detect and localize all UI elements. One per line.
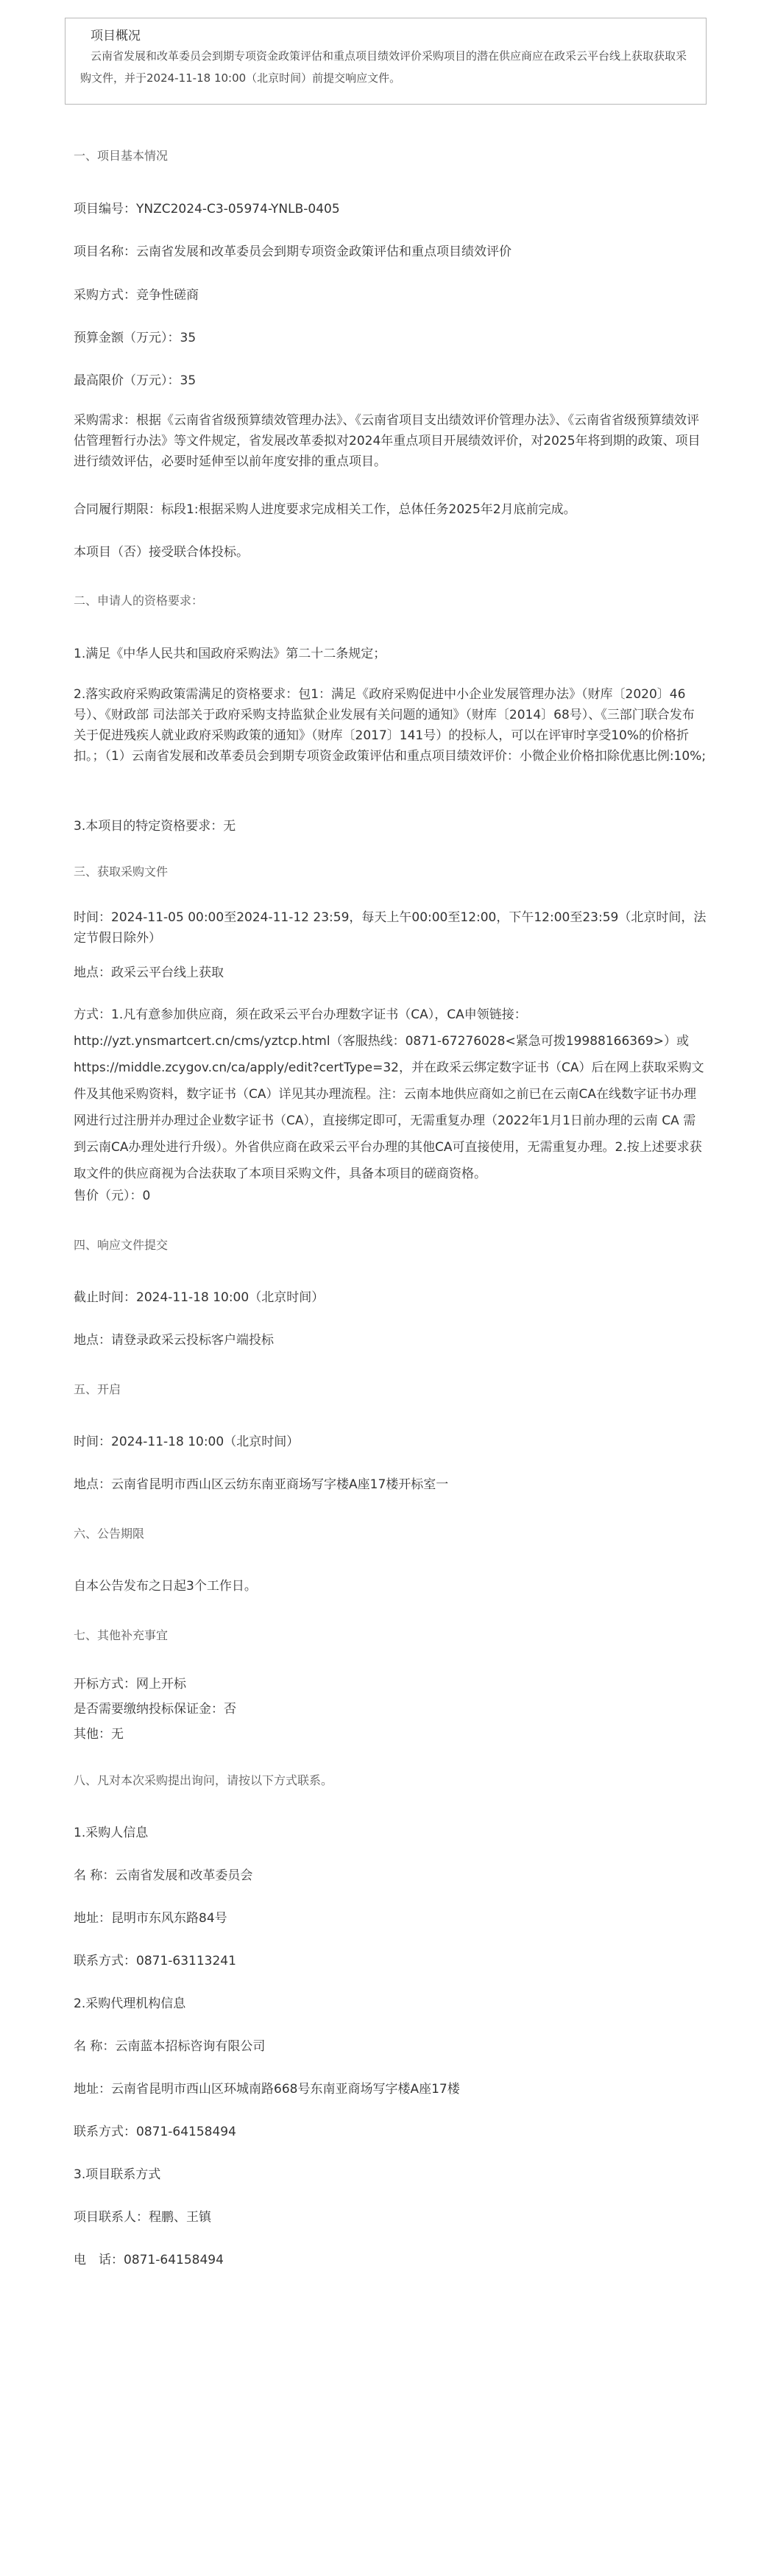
project-name: 项目名称：云南省发展和改革委员会到期专项资金政策评估和重点项目绩效评价 (74, 244, 512, 259)
bid-bond-required: 是否需要缴纳投标保证金：否 (74, 1702, 236, 1717)
section-6-title: 六、公告期限 (74, 1527, 145, 1541)
section-4-title: 四、响应文件提交 (74, 1238, 169, 1252)
buyer-address: 地址：昆明市东风东路84号 (74, 1911, 227, 1926)
consortium-note: 本项目（否）接受联合体投标。 (74, 545, 249, 560)
submission-place: 地点：请登录政采云投标客户端投标 (74, 1333, 274, 1348)
qualification-item-2: 2.落实政府采购政策需满足的资格要求：包1：满足《政府采购促进中小企业发展管理办法》（财库〔2020〕46号）、《财政部 司法部关于政府采购支持监狱企业发展有关问题的通知》（财库〔2014〕68号）、《三部门联合发布关于促进残疾人就业政府采购政策的通知》（财库〔2017〕141号）的投标人，可以在评审时享受10%的价格折扣。；（1）云南省发展和改革委员会到期专项资金政策评估和重点项目绩效评价：小微企业价格扣除优惠比例:10%; (74, 687, 707, 764)
project-contact-title: 3.项目联系方式 (74, 2167, 161, 2182)
procurement-method: 采购方式：竞争性磋商 (74, 288, 199, 303)
qualification-item-1: 1.满足《中华人民共和国政府采购法》第二十二条规定； (74, 647, 386, 661)
overview-title: 项目概况 (91, 29, 141, 43)
budget-amount: 预算金额（万元）：35 (74, 331, 197, 345)
section-1-title: 一、项目基本情况 (74, 149, 169, 163)
document-price: 售价（元）：0 (74, 1189, 151, 1203)
bid-opening-method: 开标方式：网上开标 (74, 1677, 186, 1692)
obtain-method: 方式：1.凡有意参加供应商，须在政采云平台办理数字证书（CA），CA申领链接：http://yzt.ynsmartcert.cn/cms/yztcp.html（客服热线：0871-67276028<紧急可拨19988166369>）或https://middle.zcygov.cn/ca/apply/edit?certType=32，并在政采云绑定数字证书（CA）后在网上获取采购文件及其他采购资料，数字证书（CA）详见其办理流程。注：云南本地供应商如之前已在云南CA在线数字证书办理网进行过注册并办理过企业数字证书（CA），直接绑定即可，无需重复办理（2022年1月1日前办理的云南 CA 需到云南CA办理处进行升级）。外省供应商在政采云平台办理的其他CA可直接使用，无需重复办理。2.按上述要求获取文件的供应商视为合法获取了本项目采购文件，具备本项目的磋商资格。 (74, 1007, 704, 1181)
submission-deadline: 截止时间：2024-11-18 10:00（北京时间） (74, 1290, 325, 1305)
buyer-name: 名 称：云南省发展和改革委员会 (74, 1868, 253, 1883)
project-number: 项目编号：YNZC2024-C3-05974-YNLB-0405 (74, 202, 340, 217)
agent-contact: 联系方式：0871-64158494 (74, 2125, 236, 2139)
announcement-period: 自本公告发布之日起3个工作日。 (74, 1579, 257, 1594)
opening-time: 时间：2024-11-18 10:00（北京时间） (74, 1435, 300, 1449)
procurement-requirement: 采购需求：根据《云南省省级预算绩效管理办法》、《云南省项目支出绩效评价管理办法》、《云南省省级预算绩效评估管理暂行办法》等文件规定，省发展改革委拟对2024年重点项目开展绩效评价，对2025年将到期的政策、项目进行绩效评估，必要时延伸至以前年度安排的重点项目。 (74, 413, 701, 469)
overview-text: 云南省发展和改革委员会到期专项资金政策评估和重点项目绩效评价采购项目的潜在供应商应在政采云平台线上获取获取采购文件，并于2024-11-18 10:00（北京时间）前提交响应文件。 (80, 49, 687, 85)
obtain-time: 时间：2024-11-05 00:00至2024-11-12 23:59，每天上午00:00至12:00，下午12:00至23:59（北京时间，法定节假日除外） (74, 910, 707, 946)
project-contact-phone: 电 话：0871-64158494 (74, 2253, 224, 2267)
contract-term: 合同履行期限：标段1:根据采购人进度要求完成相关工作，总体任务2025年2月底前完成。 (74, 502, 576, 517)
agent-name: 名 称：云南蓝本招标咨询有限公司 (74, 2039, 266, 2054)
max-price: 最高限价（万元）：35 (74, 373, 197, 388)
section-8-title: 八、凡对本次采购提出询问，请按以下方式联系。 (74, 1773, 333, 1787)
other-notes: 其他：无 (74, 1727, 124, 1742)
buyer-info-title: 1.采购人信息 (74, 1826, 149, 1840)
project-overview-box (65, 18, 707, 105)
obtain-place: 地点：政采云平台线上获取 (74, 965, 224, 980)
section-5-title: 五、开启 (74, 1382, 121, 1396)
buyer-contact: 联系方式：0871-63113241 (74, 1954, 236, 1968)
section-7-title: 七、其他补充事宜 (74, 1628, 169, 1642)
agent-info-title: 2.采购代理机构信息 (74, 1996, 186, 2011)
project-contact-person: 项目联系人：程鹏、王镇 (74, 2210, 211, 2225)
opening-place: 地点：云南省昆明市西山区云纺东南亚商场写字楼A座17楼开标室一 (74, 1477, 449, 1492)
section-3-title: 三、获取采购文件 (74, 865, 169, 879)
agent-address: 地址：云南省昆明市西山区环城南路668号东南亚商场写字楼A座17楼 (74, 2082, 460, 2097)
qualification-item-3: 3.本项目的特定资格要求：无 (74, 819, 236, 834)
section-2-title: 二、申请人的资格要求： (74, 594, 204, 608)
